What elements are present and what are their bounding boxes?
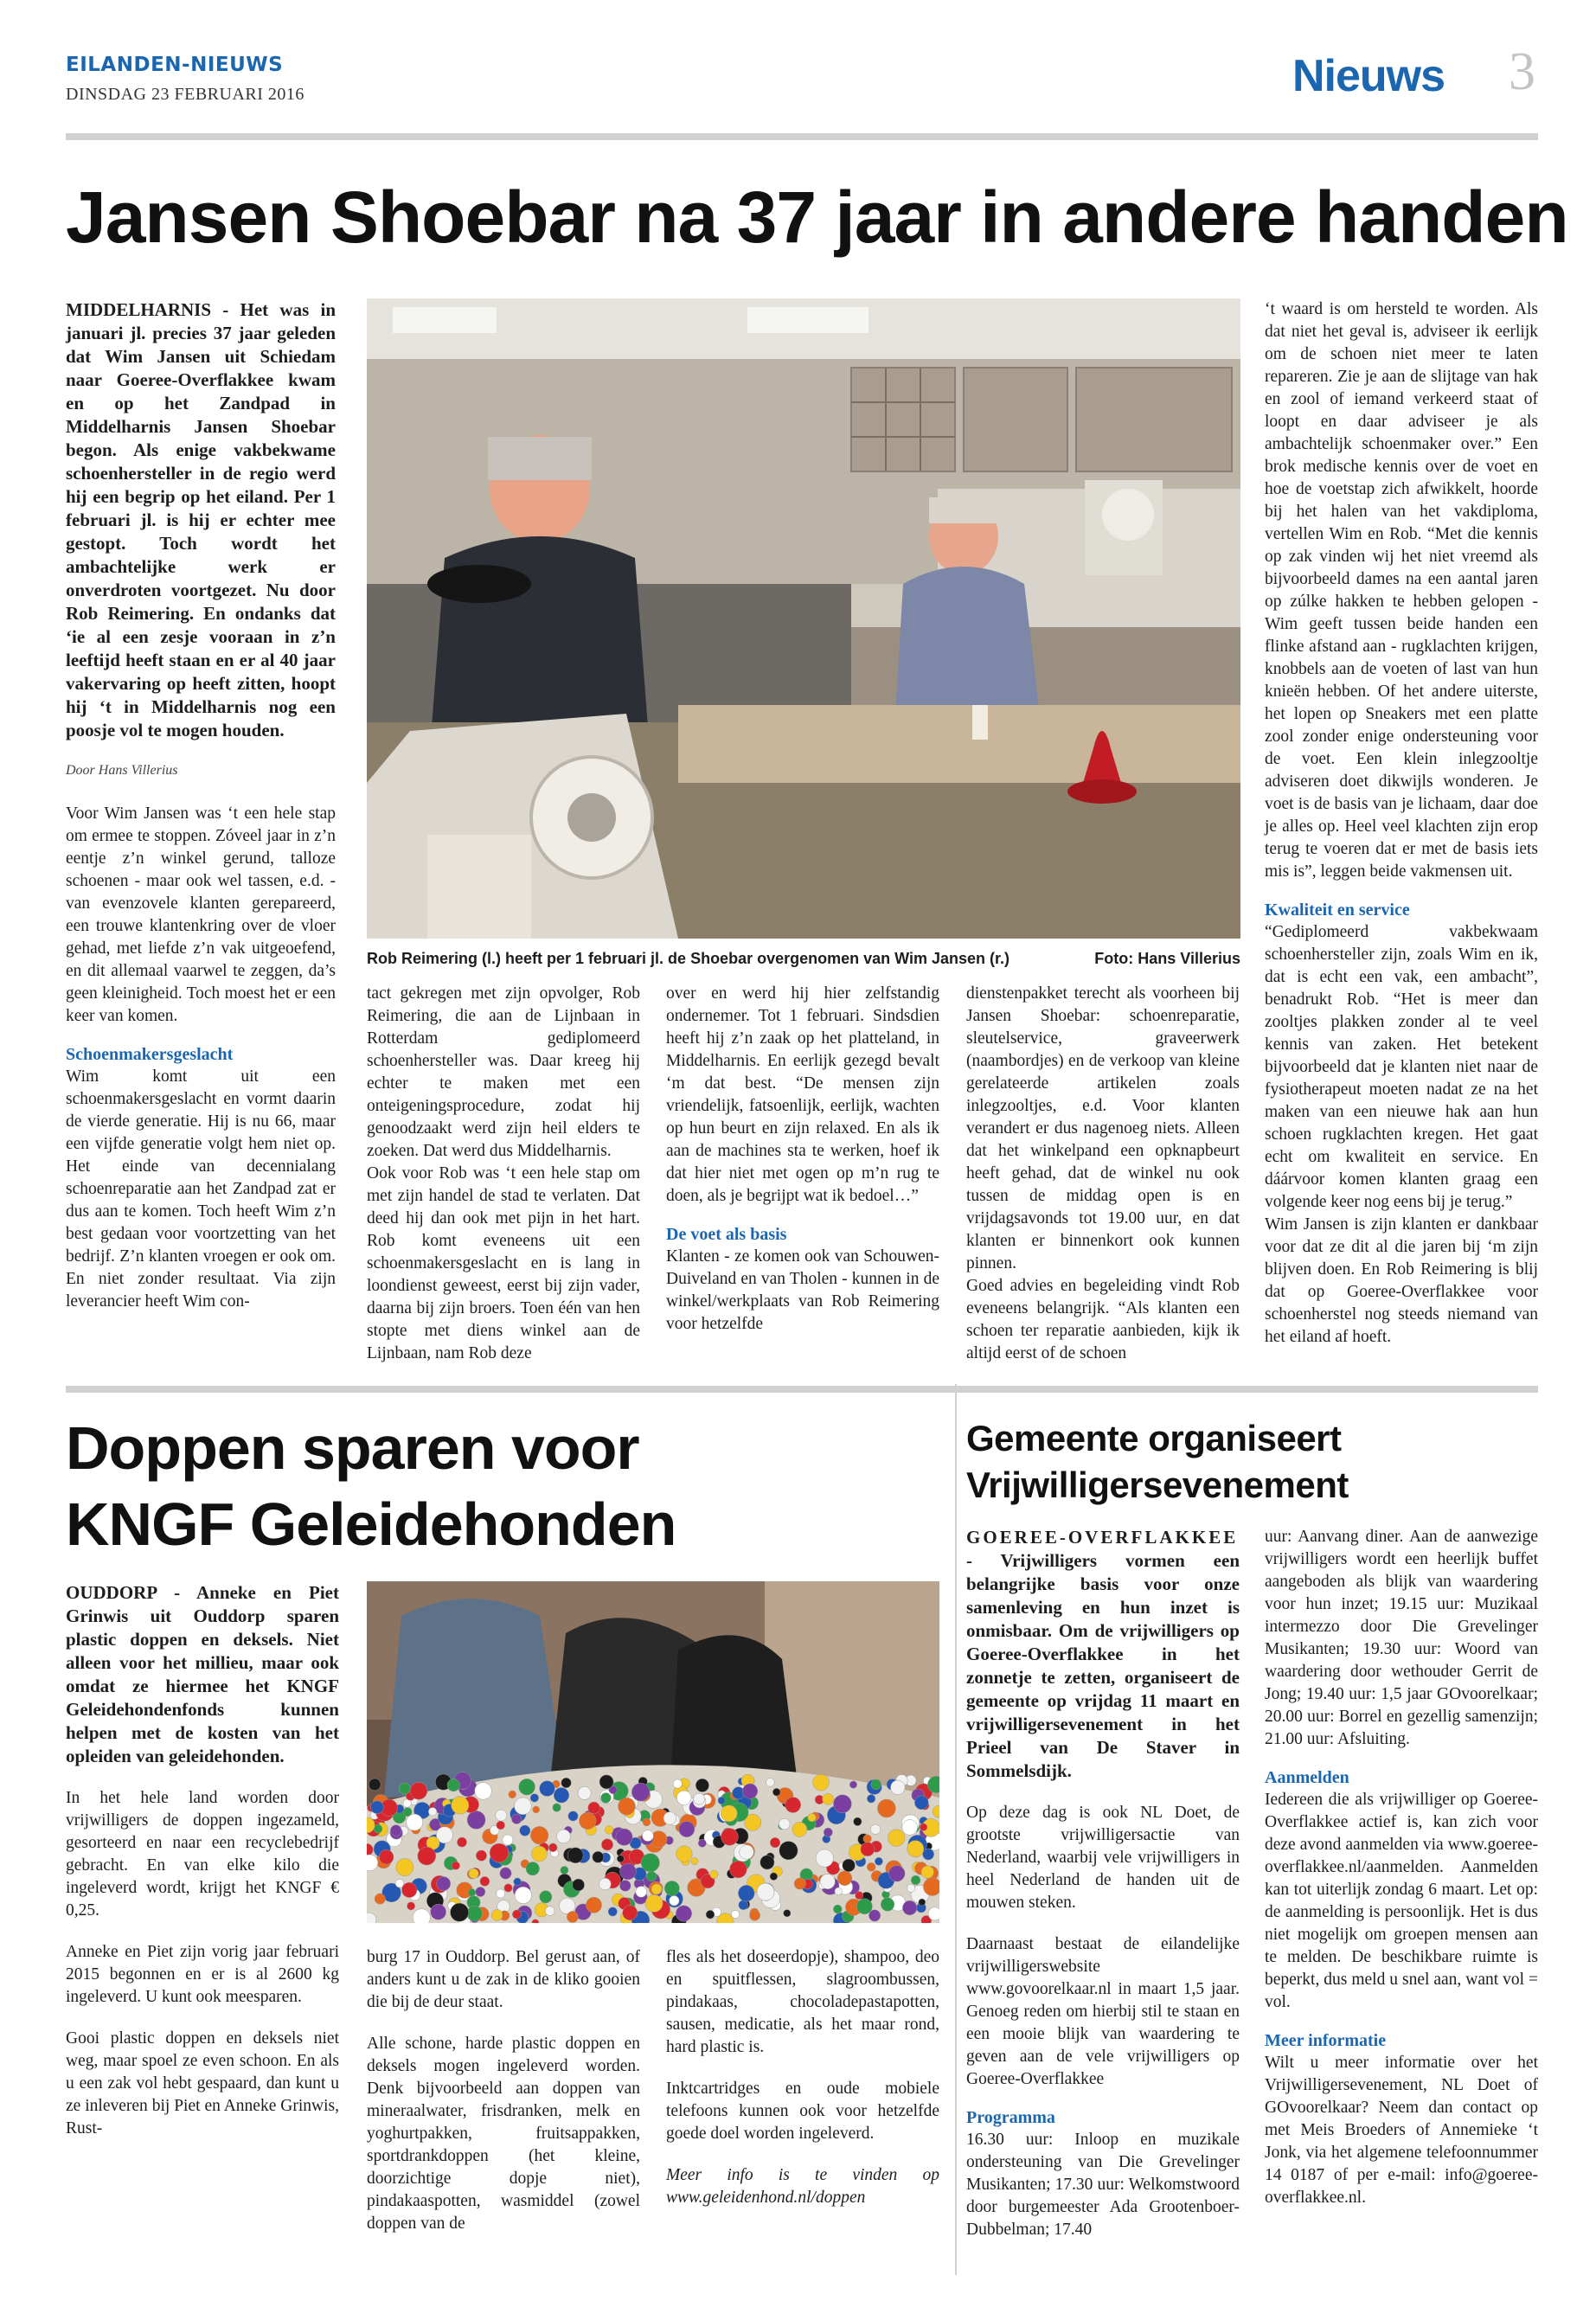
article2-headline-line: Doppen sparen voor: [66, 1414, 639, 1482]
article1-paragraph: tact gekregen met zijn opvolger, Rob Reimering, die aan de Lijnbaan in Rotterdam gediplomeerd schoenhersteller was. Daar kreeg hij echter te maken met een onteigeningsprocedure, zodat hij genoodzaakt werd zijn heil elders te zoeken. Dat werd dus Middelharnis. Ook voor Rob was ‘t een hele stap om met zijn handel de stad te verlaten. Dat deed hij dan ook met pijn in het hart. Rob komt eveneens uit een schoenmakersgeslacht en is lang in loondienst geweest, eerst bij zijn vader, daarna bij zijn broers. Toen één van hen stopte met diens winkel aan de Lijnbaan, nam Rob deze: [367, 984, 640, 1362]
article2-paragraph: Inktcartridges en oude mobiele telefoons kunnen ook voor hetzelfde goede doel worden ingeleverd.: [666, 2080, 939, 2143]
article1-paragraph: dienstenpakket terecht als voorheen bij Jansen Shoebar: schoenreparatie, sleutelservice, graveerwerk (naambordjes) en de verkoop van kleine gerelateerde artikelen zoals inlegzooltjes, e.d. Voor klanten verandert er dus nagenoeg niets. Alleen dat het winkelpand een opknapbeurt heeft gehad, dat de winkel nu ook tussen de middag open is en vrijdagsavonds tot 19.00 uur, en dat klanten er binnenkort ook kunnen pinnen. Goed advies en begeleiding vindt Rob eveneens belangrijk. “Als klanten een schoen ter reparatie aanbieden, kijk ik altijd eerst of de schoen: [966, 984, 1240, 1362]
article2-headline: [66, 1410, 676, 1562]
article1-col4: [966, 983, 1240, 1365]
section-title: Nieuws: [1292, 51, 1445, 101]
page-number: 3: [1509, 42, 1535, 101]
article1-paragraph: ‘t waard is om hersteld te worden. Als dat niet het geval is, adviseer ik eerlijk om de schoen niet meer te laten repareren. Zie je aan de slijtage van hak en zool of iemand verkeerd staat of loopt en daar adviseer je als ambachtelijk schoenmaker over.” Een brok medische kennis over de voet en hoe de voetstap zich afwikkelt, hoorde bij het halen van het vakdiploma, vertellen Wim en Rob. “Met die kennis op zak vinden wij het niet vreemd als bijvoorbeeld dames na een aantal jaren op zúlke hakken te hebben gelopen - Wim geeft tussen beide handen een flinke afstand aan - rugklachten krijgen, knobbels aan de voeten of last van hun knieën hebben. Of het andere uiterste, het lopen op Sneakers met een platte zool zonder enige ondersteuning voor de voet. Een klein inlegzooltje adviseren doet dikwijls wonderen. Je voet is de basis van je lichaam, daar doe je alles op. Heel veel klachten zijn erop terug te voeren dat er met de basis iets mis is”, leggen beide vakmensen uit.: [1265, 300, 1538, 881]
article1-subhead-schoenmakersgeslacht: Schoenmakersgeslacht: [66, 1045, 234, 1064]
article1-paragraph: Wim komt uit een schoenmakersgeslacht en vormt daarin de vierde generatie. Hij is nu 66, maar een vijfde generatie volgt hem niet op. Het einde van decennialang schoenreparatie aan het Zandpad zat er dus aan te komen. Toch heeft Wim z’n best gedaan voor voortzetting van het bedrijf. Z’n klanten vroegen er ook om. En niet zonder resultaat. Via zijn leverancier heeft Wim con-: [66, 1067, 336, 1311]
article3-paragraph: Wilt u meer informatie over het Vrijwilligersevenement, NL Doet of GOvoorelkaar? Neem dan contact op met Meis Broeders of Annemieke ‘t Jonk, via het algemene telefoonnummer 14 0187 of per e-mail: info@goeree-overflakkee.nl.: [1265, 2054, 1538, 2207]
article3-paragraph: Daarnaast bestaat de eilandelijke vrijwilligerswebsite www.govoorelkaar.nl in maart 1,5 jaar. Genoeg reden om hierbij stil te staan en een mooie blijk van waardering te geven aan de vele vrijwilligers op Goeree-Overflakkee: [966, 1935, 1240, 2088]
article1-col3: [666, 983, 939, 1336]
article1-paragraph: Voor Wim Jansen was ‘t een hele stap om ermee te stoppen. Zóveel jaar in z’n eentje z’n winkel gerund, talloze schoenen - maar ook wel tassen, e.d. - van evenzovele klanten gerepareerd, een trouwe klantenkring over de vloer gehad, met liefde z’n vak uitgeoefend, en dit allemaal vaarwel te zeggen, da’s geen kleinigheid. Toch moest het er een keer van komen.: [66, 804, 336, 1025]
article2-paragraph: In het hele land worden door vrijwilligers de doppen ingezameld, gesorteerd en naar een recyclebedrijf gebracht. En van elke kilo die ingeleverd wordt, krijgt het KNGF € 0,25.: [66, 1789, 339, 1920]
article2-lead: OUDDORP - Anneke en Piet Grinwis uit Ouddorp sparen plastic doppen en deksels. Niet alleen voor het millieu, maar ook omdat ze hiermee het KNGF Geleidehondenfonds kunnen helpen met de kosten van het opleiden van geleidehonden.: [66, 1582, 339, 1766]
article1-col1: [66, 298, 336, 1313]
article2-paragraph: burg 17 in Ouddorp. Bel gerust aan, of anders kunt u de zak in de kliko gooien die bij de deur staat.: [367, 1948, 640, 2011]
column-divider: [955, 1384, 957, 2275]
article3-headline-line: Vrijwilligersevenement: [966, 1465, 1349, 1505]
article3-subhead-aanmelden: Aanmelden: [1265, 1768, 1349, 1787]
article1-byline: Door Hans Villerius: [66, 763, 178, 778]
article3-subhead-programma: Programma: [966, 2108, 1055, 2127]
article3-paragraph: uur: Aanvang diner. Aan de aanwezige vrijwilligers wordt een heerlijk buffet aangeboden als blijk van waardering voor hun inzet; 19.15 uur: Muzikaal intermezzo door Die Grevelinger Musikanten; 19.30 uur: Woord van waardering door wethouder Gerrit de Jong; 19.40 uur: 1,5 jaar GOvoorelkaar; 20.00 uur: Borrel en gezellig samenzijn; 21.00 uur: Afsluiting.: [1265, 1528, 1538, 1748]
photo-credit: Foto: Hans Villerius: [1094, 950, 1240, 967]
article3-col1: [966, 1526, 1240, 2241]
photo-caption: Rob Reimering (l.) heeft per 1 februari jl. de Shoebar overgenomen van Wim Jansen (r.): [367, 950, 1010, 967]
article2-paragraph: Alle schone, harde plastic doppen en deksels mogen ingeleverd worden. Denk bijvoorbeeld aan doppen van mineraalwater, frisdranken, melk en yoghurtpakken, fruitsappakken, sportdrankdoppen (het kleine, doorzichtige dopje niet), pindakaaspotten, wasmiddel (zowel doppen van de: [367, 2035, 640, 2233]
article3-paragraph: Op deze dag is ook NL Doet, de grootste vrijwilligersactie van Nederland, waarbij vele vrijwilligers in heel Nederland de handen uit de mouwen steken.: [966, 1804, 1240, 1912]
shoebar-photo: [367, 298, 1240, 939]
issue-date: DINSDAG 23 FEBRUARI 2016: [66, 85, 304, 104]
bottle-caps-photo: [367, 1581, 939, 1923]
article1-paragraph: over en werd hij hier zelfstandig ondernemer. Tot 1 februari. Sindsdien heeft hij z’n zaak op het platteland, in Middelharnis. En eerlijk gezegd bevalt ‘m dat best. “De mensen zijn vriendelijk, fatsoenlijk, eerlijk, wachten op hun beurt en zijn relaxed. En als ik aan de machines sta te werken, hoef ik dat hier niet met ogen op m’n rug te doen, als je begrijpt wat ik bedoel…”: [666, 984, 939, 1205]
article3-col2: [1265, 1526, 1538, 2209]
article2-more-info: Meer info is te vinden op www.geleidenhond.nl/doppen: [666, 2166, 939, 2207]
masthead-logo: EILANDEN-NIEUWS: [66, 54, 284, 76]
top-rule: [66, 133, 1538, 140]
article1-subhead-kwaliteit: Kwaliteit en service: [1265, 901, 1410, 920]
article3-paragraph: 16.30 uur: Inloop en muzikale ondersteuning van Die Grevelinger Musikanten; 17.30 uur: Welkomstwoord door burgemeester Ada Grootenboer-Dubbelman; 17.40: [966, 2131, 1240, 2239]
article3-headline: [966, 1415, 1349, 1509]
article2-paragraph: fles als het doseerdopje), shampoo, deo en spuitflessen, slagroombussen, pindakaas, chocoladepastapotten, sausen, medicatie, als het maar rond, hard plastic is.: [666, 1948, 939, 2056]
article1-headline: Jansen Shoebar na 37 jaar in andere handen: [66, 176, 1568, 258]
article1-col5: [1265, 298, 1538, 1349]
article3-dateline: GOEREE-OVERFLAKKEE: [966, 1527, 1239, 1548]
article3-subhead-meer-informatie: Meer informatie: [1265, 2031, 1387, 2050]
article1-lead: MIDDELHARNIS - Het was in januari jl. precies 37 jaar geleden dat Wim Jansen uit Schiedam naar Goeree-Overflakkee kwam en op het Zandpad in Middelharnis Jansen Shoebar begon. Als enige vakbekwame schoenhersteller in de regio werd hij een begrip op het eiland. Per 1 februari jl. is hij er echter mee gestopt. Toch wordt het ambachtelijke werk er onverdroten voortgezet. Nu door Rob Reimering. En ondanks dat ‘ie al een zesje vooraan in z’n leeftijd heeft staan en er al 40 jaar vakervaring op heeft zitten, hoopt hij ‘t in Middelharnis nog een poosje vol te mogen houden.: [66, 299, 336, 740]
article1-paragraph: Klanten - ze komen ook van Schouwen-Duiveland en van Tholen - kunnen in de winkel/werkplaats van Rob Reimering voor hetzelfde: [666, 1247, 939, 1333]
article2-col3: [666, 1946, 939, 2209]
article3-lead: - Vrijwilligers vormen een belangrijke basis voor onze samenleving en hun inzet is onmisbaar. Om de vrijwilligers op Goeree-Overflakkee in het zonnetje te zetten, organiseert de gemeente op vrijdag 11 maart en vrijwilligersevenement in het Prieel van De Staver in Sommelsdijk.: [966, 1550, 1240, 1781]
article3-paragraph: Iedereen die als vrijwilliger op Goeree-Overflakkee actief is, kan zich voor deze avond aanmelden via www.goeree-overflakkee.nl/aanmelden. Aanmelden kan tot uiterlijk zondag 6 maart. Let op: de aanmelding is persoonlijk. Het is dus niet mogelijk om groepen mensen aan te melden. De beschikbare ruimte is beperkt, dus meld u snel aan, want vol = vol.: [1265, 1791, 1538, 2011]
article3-headline-line: Gemeente organiseert: [966, 1418, 1342, 1458]
article2-paragraph: Anneke en Piet zijn vorig jaar februari 2015 begonnen en er is al 2600 kg ingeleverd. U kunt ook meesparen.: [66, 1943, 339, 2006]
article2-headline-line: KNGF Geleidehonden: [66, 1490, 676, 1558]
article1-col2: [367, 983, 640, 1365]
article1-paragraph: “Gediplomeerd vakbekwaam schoenhersteller zijn, zoals Wim en ik, dat is echt een vak, een ambacht”, benadrukt Rob. “Het is meer dan zooltjes plakken zonder al te veel kennis van zaken. Het betekent bijvoorbeeld dat je klanten niet naar de fysiotherapeut moeten nadat ze na het maken van een nieuwe hak aan hun schoen rugklachten kregen. Het gaat echt om kwaliteit en service. En dáárvoor komen klanten graag een volgende keer nog eens bij je terug.” Wim Jansen is zijn klanten er dankbaar voor dat ze dit al die jaren bij ‘m zijn blijven doen. En Rob Reimering is blij dat op Goeree-Overflakkee voor schoenherstel nog steeds niemand van het eiland af hoeft.: [1265, 923, 1538, 1346]
article2-col1: [66, 1581, 339, 2140]
article2-col2: [367, 1946, 640, 2235]
middle-rule: [66, 1386, 1538, 1393]
article1-subhead-voet: De voet als basis: [666, 1225, 787, 1244]
article2-paragraph: Gooi plastic doppen en deksels niet weg, maar spoel ze even schoon. En als u een zak vol hebt gespaard, dan kunt u ze inleveren bij Piet en Anneke Grinwis, Rust-: [66, 2029, 339, 2138]
